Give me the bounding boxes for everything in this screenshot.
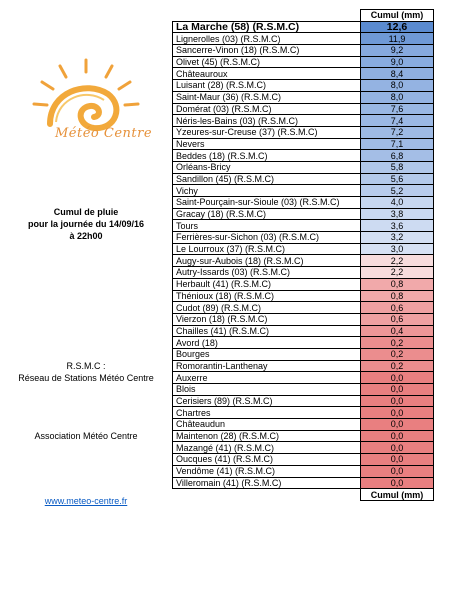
rain-value: 0,0 bbox=[361, 395, 434, 407]
rain-value: 0,0 bbox=[361, 419, 434, 431]
table-row bbox=[173, 243, 434, 255]
station-name: Saint-Maur (36) (R.S.M.C) bbox=[173, 91, 361, 103]
table-row bbox=[173, 197, 434, 209]
station-name: Auxerre bbox=[173, 372, 361, 384]
table-row bbox=[173, 302, 434, 314]
rain-value: 7,6 bbox=[361, 103, 434, 115]
rain-value: 4,0 bbox=[361, 197, 434, 209]
station-name: Cudot (89) (R.S.M.C) bbox=[173, 302, 361, 314]
table-row bbox=[173, 220, 434, 232]
table-row bbox=[173, 56, 434, 68]
station-name: Vichy bbox=[173, 185, 361, 197]
station-name: Sancerre-Vinon (18) (R.S.M.C) bbox=[173, 45, 361, 57]
station-name: Cerisiers (89) (R.S.M.C) bbox=[173, 395, 361, 407]
rain-value: 0,0 bbox=[361, 407, 434, 419]
station-name: Vendôme (41) (R.S.M.C) bbox=[173, 465, 361, 477]
rain-value: 0,0 bbox=[361, 442, 434, 454]
station-name: Blois bbox=[173, 384, 361, 396]
website-link[interactable]: www.meteo-centre.fr bbox=[44, 496, 128, 506]
chart-title-block bbox=[0, 206, 172, 242]
rain-value: 5,6 bbox=[361, 173, 434, 185]
station-name: Augy-sur-Aubois (18) (R.S.M.C) bbox=[173, 255, 361, 267]
table-row bbox=[173, 337, 434, 349]
table-row bbox=[173, 115, 434, 127]
table-row bbox=[173, 173, 434, 185]
table-row bbox=[173, 430, 434, 442]
table-header-row bbox=[173, 10, 434, 22]
rsmc-block bbox=[0, 360, 172, 384]
column-footer: Cumul (mm) bbox=[361, 489, 434, 501]
table-row bbox=[173, 150, 434, 162]
rain-value: 2,2 bbox=[361, 267, 434, 279]
rain-value: 0,0 bbox=[361, 465, 434, 477]
rain-value: 0,8 bbox=[361, 290, 434, 302]
table-row bbox=[173, 278, 434, 290]
rain-value: 0,2 bbox=[361, 348, 434, 360]
station-name: Olivet (45) (R.S.M.C) bbox=[173, 56, 361, 68]
station-name: Villeromain (41) (R.S.M.C) bbox=[173, 477, 361, 489]
rain-value: 0,0 bbox=[361, 430, 434, 442]
table-row bbox=[173, 80, 434, 92]
station-name: Oucques (41) (R.S.M.C) bbox=[173, 454, 361, 466]
rain-value: 0,6 bbox=[361, 302, 434, 314]
station-name: La Marche (58) (R.S.M.C) bbox=[173, 21, 361, 33]
station-name: Châteaudun bbox=[173, 419, 361, 431]
logo-text: Météo Centre bbox=[55, 126, 153, 141]
rain-value: 3,8 bbox=[361, 208, 434, 220]
station-name: Lignerolles (03) (R.S.M.C) bbox=[173, 33, 361, 45]
station-name: Orléans-Bricy bbox=[173, 161, 361, 173]
rain-value: 8,4 bbox=[361, 68, 434, 80]
table-row bbox=[173, 407, 434, 419]
table-row bbox=[173, 255, 434, 267]
table-row bbox=[173, 372, 434, 384]
station-name: Maintenon (28) (R.S.M.C) bbox=[173, 430, 361, 442]
rain-value: 7,2 bbox=[361, 126, 434, 138]
station-name: Romorantin-Lanthenay bbox=[173, 360, 361, 372]
table-row bbox=[173, 419, 434, 431]
table-footer-row bbox=[173, 489, 434, 501]
station-name: Mazangé (41) (R.S.M.C) bbox=[173, 442, 361, 454]
station-name: Luisant (28) (R.S.M.C) bbox=[173, 80, 361, 92]
rain-value: 0,4 bbox=[361, 325, 434, 337]
rain-value: 8,0 bbox=[361, 91, 434, 103]
table-row bbox=[173, 208, 434, 220]
table-row bbox=[173, 45, 434, 57]
station-name: Chartres bbox=[173, 407, 361, 419]
rain-value: 7,4 bbox=[361, 115, 434, 127]
rain-value: 0,8 bbox=[361, 278, 434, 290]
rain-value: 9,2 bbox=[361, 45, 434, 57]
station-name: Sandillon (45) (R.S.M.C) bbox=[173, 173, 361, 185]
rsmc-label: R.S.M.C : bbox=[66, 361, 106, 371]
station-name: Gracay (18) (R.S.M.C) bbox=[173, 208, 361, 220]
table-row bbox=[173, 138, 434, 150]
station-name: Yzeures-sur-Creuse (37) (R.S.M.C) bbox=[173, 126, 361, 138]
station-name: Thénioux (18) (R.S.M.C) bbox=[173, 290, 361, 302]
rain-value: 7,1 bbox=[361, 138, 434, 150]
station-name: Tours bbox=[173, 220, 361, 232]
title-line: Cumul de pluie bbox=[53, 207, 119, 217]
association-name: Association Météo Centre bbox=[34, 431, 138, 441]
rain-value: 0,2 bbox=[361, 360, 434, 372]
column-header: Cumul (mm) bbox=[361, 10, 434, 22]
rain-value: 0,6 bbox=[361, 313, 434, 325]
rain-value: 0,0 bbox=[361, 372, 434, 384]
station-name: Autry-Issards (03) (R.S.M.C) bbox=[173, 267, 361, 279]
table-row bbox=[173, 348, 434, 360]
station-name: Bourges bbox=[173, 348, 361, 360]
table-row bbox=[173, 91, 434, 103]
table-row bbox=[173, 395, 434, 407]
table-row bbox=[173, 384, 434, 396]
station-name: Nevers bbox=[173, 138, 361, 150]
rain-value: 9,0 bbox=[361, 56, 434, 68]
table-row bbox=[173, 185, 434, 197]
table-row bbox=[173, 290, 434, 302]
table-row bbox=[173, 267, 434, 279]
table-row bbox=[173, 477, 434, 489]
rain-value: 5,2 bbox=[361, 185, 434, 197]
rain-value: 6,8 bbox=[361, 150, 434, 162]
station-name: Saint-Pourçain-sur-Sioule (03) (R.S.M.C) bbox=[173, 197, 361, 209]
rain-value: 0,2 bbox=[361, 337, 434, 349]
rain-value: 11,9 bbox=[361, 33, 434, 45]
rain-value: 3,2 bbox=[361, 232, 434, 244]
table-row bbox=[173, 33, 434, 45]
station-name: Châteauroux bbox=[173, 68, 361, 80]
station-name: Néris-les-Bains (03) (R.S.M.C) bbox=[173, 115, 361, 127]
title-line: à 22h00 bbox=[69, 231, 103, 241]
rain-value: 0,0 bbox=[361, 477, 434, 489]
rain-value: 8,0 bbox=[361, 80, 434, 92]
table-row bbox=[173, 161, 434, 173]
table-row bbox=[173, 232, 434, 244]
table-row-top bbox=[173, 21, 434, 33]
rain-value: 3,6 bbox=[361, 220, 434, 232]
table-row bbox=[173, 454, 434, 466]
rain-value: 5,8 bbox=[361, 161, 434, 173]
table-row bbox=[173, 103, 434, 115]
rain-value: 0,0 bbox=[361, 454, 434, 466]
table-row bbox=[173, 442, 434, 454]
table-row bbox=[173, 313, 434, 325]
station-name: Beddes (18) (R.S.M.C) bbox=[173, 150, 361, 162]
rain-value: 12,6 bbox=[361, 21, 434, 33]
rainfall-table bbox=[172, 9, 434, 501]
station-name: Vierzon (18) (R.S.M.C) bbox=[173, 313, 361, 325]
table-row bbox=[173, 325, 434, 337]
table-row bbox=[173, 465, 434, 477]
table-row bbox=[173, 68, 434, 80]
station-name: Avord (18) bbox=[173, 337, 361, 349]
table-row bbox=[173, 126, 434, 138]
rsmc-description: Réseau de Stations Météo Centre bbox=[18, 373, 154, 383]
title-line: pour la journée du 14/09/16 bbox=[27, 219, 145, 229]
station-name: Le Lourroux (37) (R.S.M.C) bbox=[173, 243, 361, 255]
station-name: Ferrières-sur-Sichon (03) (R.S.M.C) bbox=[173, 232, 361, 244]
table-row bbox=[173, 360, 434, 372]
station-name: Herbault (41) (R.S.M.C) bbox=[173, 278, 361, 290]
left-panel bbox=[0, 0, 172, 600]
station-name: Domérat (03) (R.S.M.C) bbox=[173, 103, 361, 115]
station-name: Chailles (41) (R.S.M.C) bbox=[173, 325, 361, 337]
rain-value: 2,2 bbox=[361, 255, 434, 267]
rain-value: 0,0 bbox=[361, 384, 434, 396]
rain-value: 3,0 bbox=[361, 243, 434, 255]
